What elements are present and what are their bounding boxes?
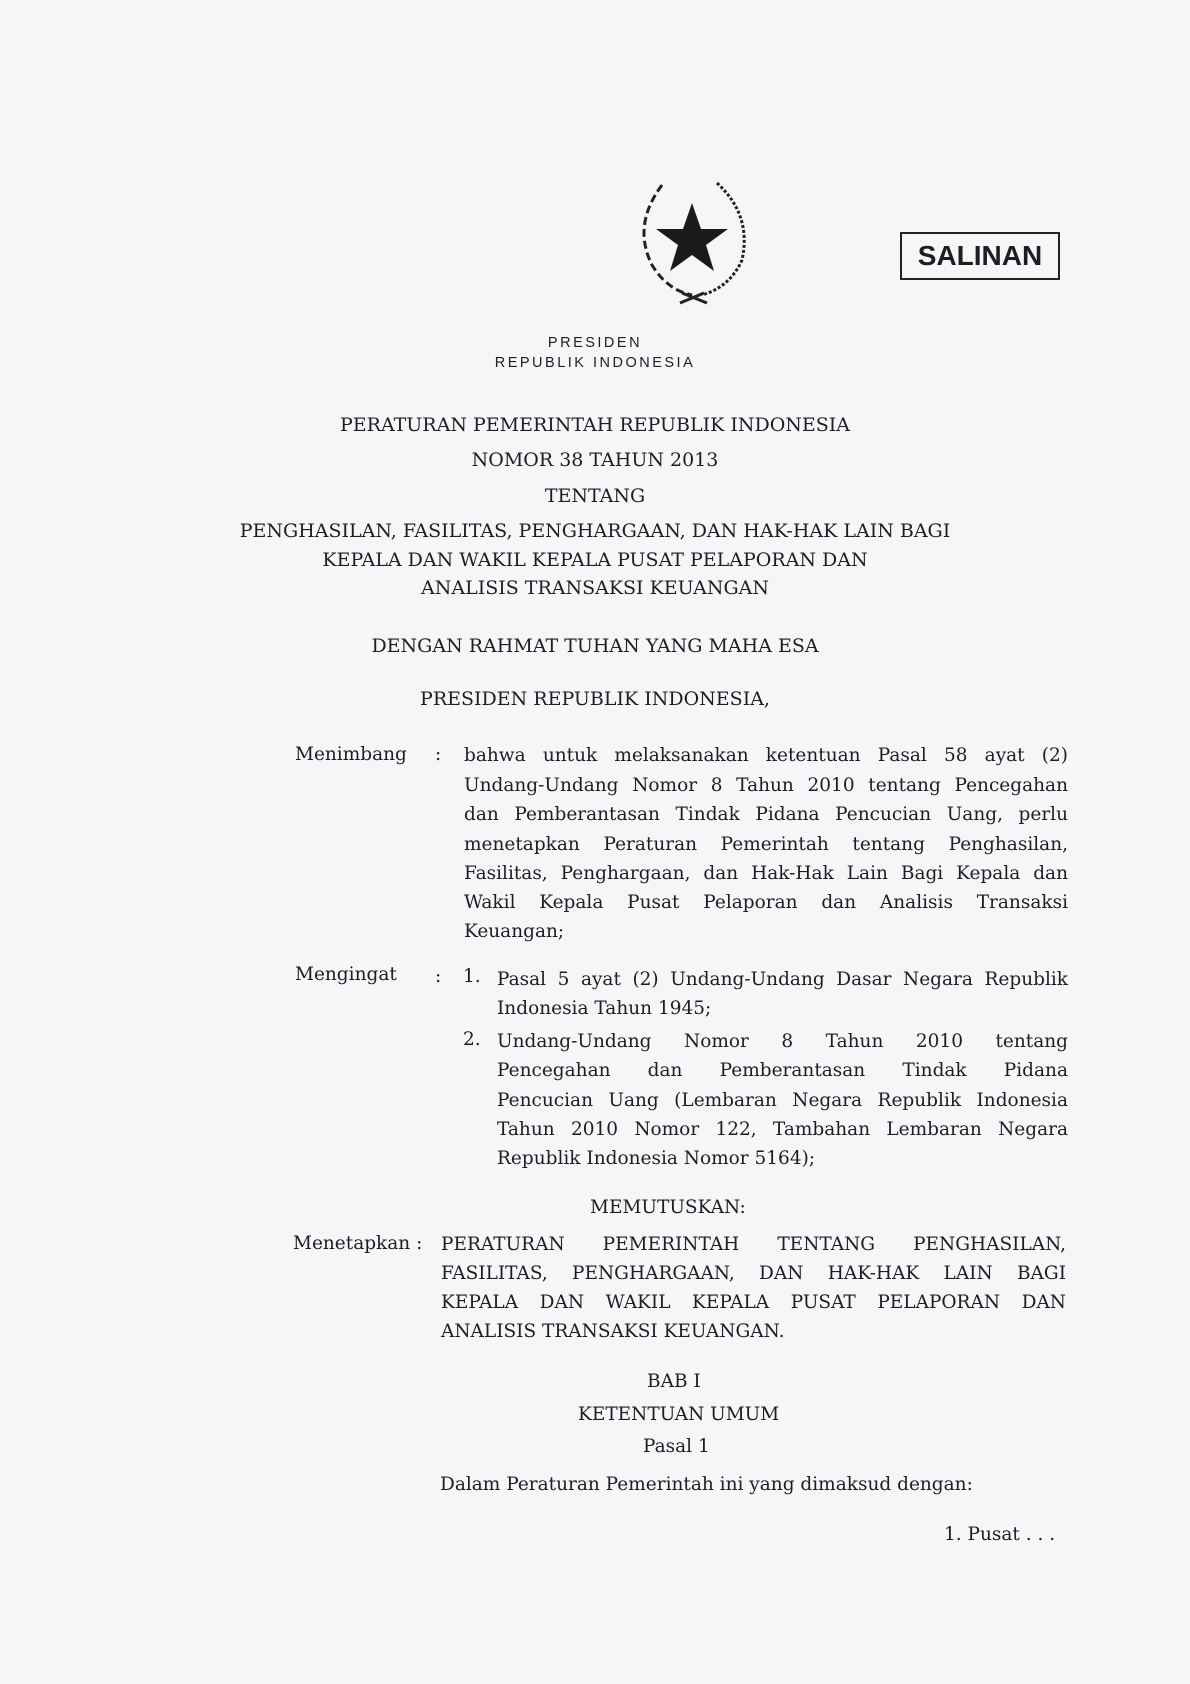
- menimbang-line: menetapkan Peraturan Pemerintah tentang Penghasilan,: [464, 834, 1068, 855]
- menimbang-line: Keuangan;: [464, 921, 565, 942]
- mengingat-item-line: Undang-Undang Nomor 8 Tahun 2010 tentang: [497, 1031, 1068, 1052]
- subject-line-2: KEPALA DAN WAKIL KEPALA PUSAT PELAPORAN DAN: [322, 549, 868, 571]
- mengingat-item-number: 2.: [463, 1029, 481, 1050]
- menetapkan-label: Menetapkan :: [293, 1233, 423, 1254]
- mengingat-item-line: Pencegahan dan Pemberantasan Tindak Pidana: [497, 1060, 1068, 1081]
- regulation-number: NOMOR 38 TAHUN 2013: [471, 449, 719, 471]
- menetapkan-line: PERATURAN PEMERINTAH TENTANG PENGHASILAN,: [441, 1234, 1066, 1255]
- menimbang-line: dan Pemberantasan Tindak Pidana Pencucian Uang, perlu: [464, 804, 1068, 825]
- presidential-emblem-icon: [622, 165, 762, 305]
- menimbang-line: Fasilitas, Penghargaan, dan Hak-Hak Lain Bagi Kepala dan: [464, 863, 1068, 884]
- memutuskan-heading: MEMUTUSKAN:: [590, 1197, 746, 1218]
- pasal-intro: Dalam Peraturan Pemerintah ini yang dimaksud dengan:: [440, 1474, 973, 1495]
- salinan-stamp: SALINAN: [900, 232, 1060, 280]
- regulation-tentang: TENTANG: [544, 485, 646, 507]
- menimbang-line: bahwa untuk melaksanakan ketentuan Pasal 58 ayat (2): [464, 745, 1068, 766]
- bab-heading: BAB I: [647, 1371, 701, 1392]
- subject-line-1: PENGHASILAN, FASILITAS, PENGHARGAAN, DAN HAK-HAK LAIN BAGI: [239, 520, 951, 542]
- pasal-heading: Pasal 1: [643, 1436, 710, 1457]
- office-line-2: REPUBLIK INDONESIA: [494, 355, 696, 371]
- menimbang-colon: :: [435, 744, 442, 765]
- menimbang-line: Undang-Undang Nomor 8 Tahun 2010 tentang Pencegahan: [464, 775, 1068, 796]
- menetapkan-line: ANALISIS TRANSAKSI KEUANGAN.: [441, 1321, 785, 1342]
- page-continuation: 1. Pusat . . .: [944, 1524, 1056, 1545]
- menimbang-line: Wakil Kepala Pusat Pelaporan dan Analisis Transaksi: [464, 892, 1068, 913]
- mengingat-label: Mengingat: [295, 964, 397, 985]
- mengingat-item-line: Republik Indonesia Nomor 5164);: [497, 1148, 816, 1169]
- regulation-title: PERATURAN PEMERINTAH REPUBLIK INDONESIA: [339, 414, 851, 436]
- menetapkan-line: KEPALA DAN WAKIL KEPALA PUSAT PELAPORAN DAN: [441, 1292, 1066, 1313]
- mengingat-item-line: Pasal 5 ayat (2) Undang-Undang Dasar Negara Republik: [497, 969, 1068, 990]
- menetapkan-line: FASILITAS, PENGHARGAAN, DAN HAK-HAK LAIN BAGI: [441, 1263, 1066, 1284]
- menimbang-label: Menimbang: [295, 744, 407, 765]
- mengingat-item-line: Indonesia Tahun 1945;: [497, 998, 712, 1019]
- chapter-title: KETENTUAN UMUM: [578, 1404, 780, 1425]
- invocation: DENGAN RAHMAT TUHAN YANG MAHA ESA: [371, 635, 819, 657]
- authority: PRESIDEN REPUBLIK INDONESIA,: [420, 688, 770, 710]
- office-line-1: PRESIDEN: [547, 335, 643, 351]
- mengingat-item-line: Tahun 2010 Nomor 122, Tambahan Lembaran Negara: [497, 1119, 1068, 1140]
- mengingat-item-number: 1.: [463, 966, 481, 987]
- mengingat-item-line: Pencucian Uang (Lembaran Negara Republik Indonesia: [497, 1090, 1068, 1111]
- subject-line-3: ANALISIS TRANSAKSI KEUANGAN: [421, 577, 769, 599]
- mengingat-colon: :: [435, 966, 442, 987]
